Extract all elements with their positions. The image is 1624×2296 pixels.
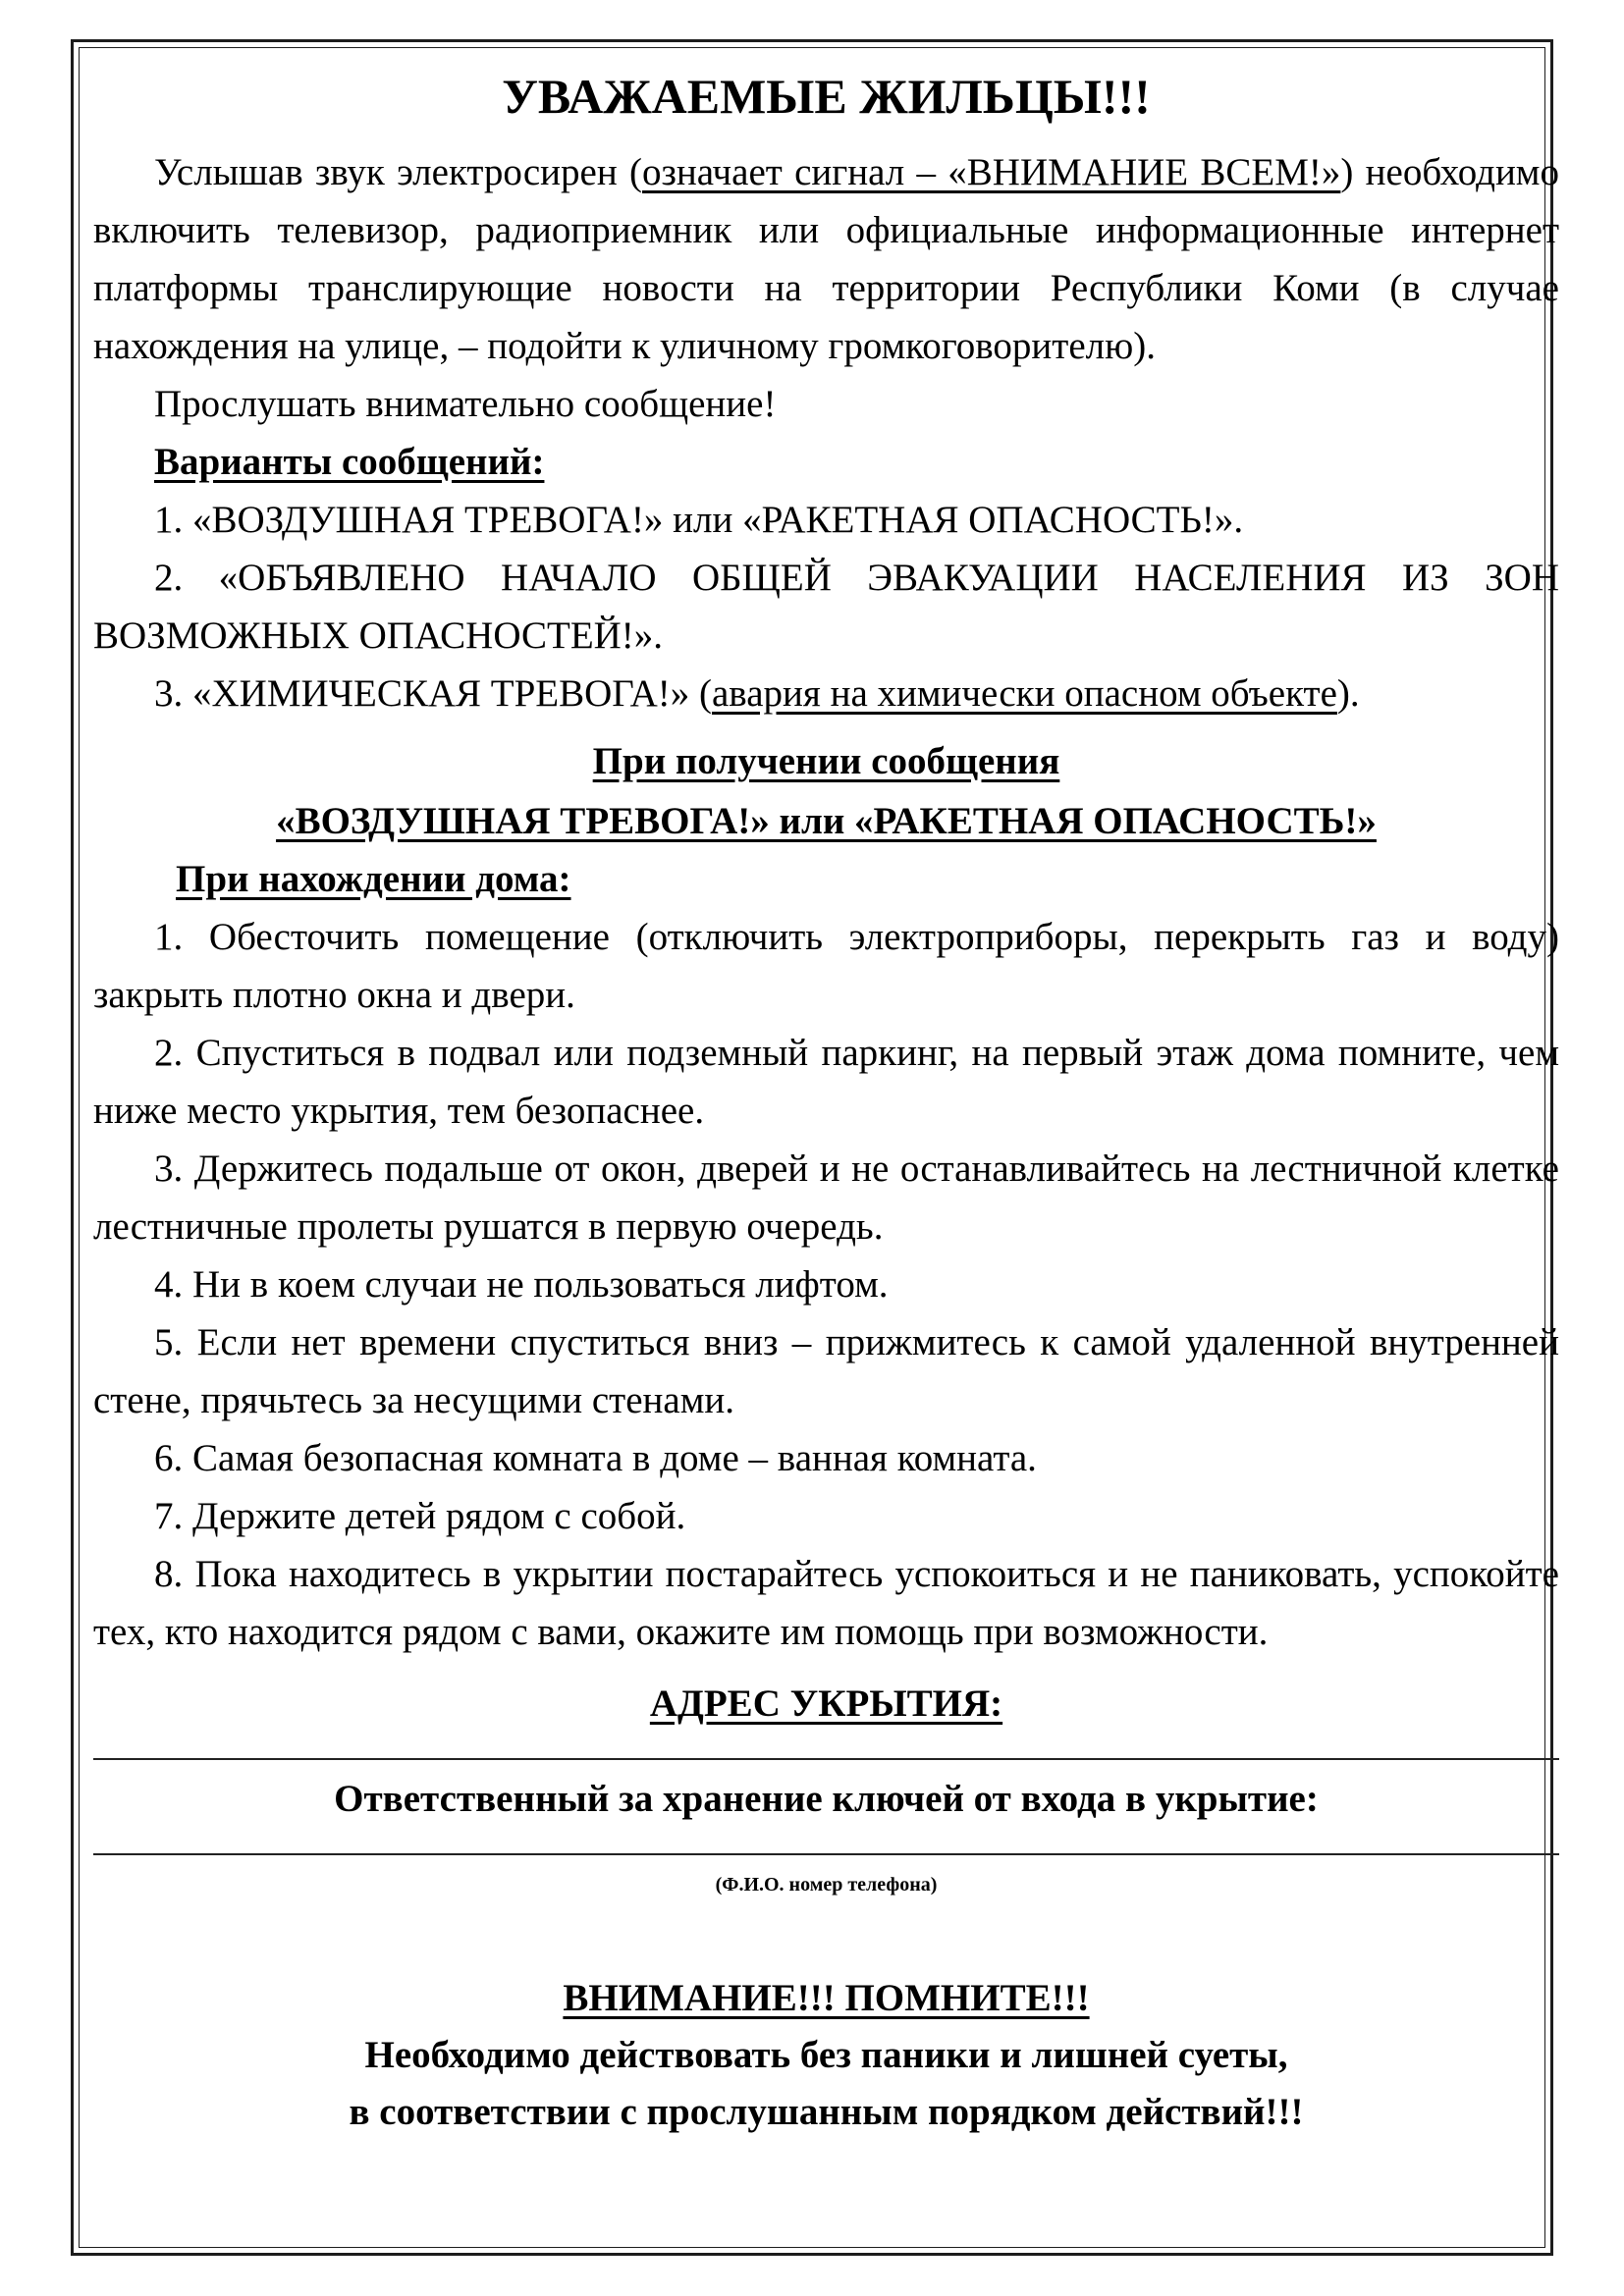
variant-3 — [93, 665, 1559, 722]
variant-3-part2: ). — [1336, 672, 1360, 715]
notice-content — [93, 59, 1559, 2141]
intro-part2: ) необходимо включить телевизор, радиоприемник или официальные информационные интернет платформы транслирующие новости на территории Республики Коми (в случае нахождения на улице, – подойти к уличному громкоговорителю). — [93, 151, 1559, 367]
address-title: АДРЕС УКРЫТИЯ: — [649, 1682, 1003, 1725]
warning-line-2: в соответствии с прослушанным порядком действий!!! — [349, 2091, 1304, 2133]
variant-3-note: авария на химически опасном объекте — [712, 672, 1337, 715]
responsible-blank-line — [93, 1828, 1559, 1855]
intro-signal: означает сигнал – «ВНИМАНИЕ ВСЕМ!» — [642, 151, 1341, 193]
variant-1: 1. «ВОЗДУШНАЯ ТРЕВОГА!» или «РАКЕТНАЯ ОПАСНОСТЬ!». — [154, 499, 1244, 541]
variants-heading: Варианты сообщений: — [154, 441, 545, 483]
warning-title: ВНИМАНИЕ!!! ПОМНИТЕ!!! — [563, 1977, 1090, 2019]
warning-line-1: Необходимо действовать без паники и лишней суеты, — [364, 2034, 1288, 2076]
step-4: 4. Ни в коем случаи не пользоваться лифтом. — [154, 1263, 889, 1306]
step-8: 8. Пока находитесь в укрытии постарайтесь успокоиться и не паниковать, успокойте тех, кто находится рядом с вами, окажите им помощь при возможности. — [93, 1553, 1559, 1653]
step-1: 1. Обесточить помещение (отключить электроприборы, перекрыть газ и воду) закрыть плотно окна и двери. — [93, 916, 1559, 1016]
step-5: 5. Если нет времени спуститься вниз – прижмитесь к самой удаленной внутренней стене, прячьтесь за несущими стенами. — [93, 1321, 1559, 1421]
at-home-line — [93, 850, 1559, 908]
step-2: 2. Спуститься в подвал или подземный паркинг, на первый этаж дома помните, чем ниже место укрытия, тем безопаснее. — [93, 1032, 1559, 1132]
at-home-heading: При нахождении дома: — [176, 858, 571, 900]
step-6: 6. Самая безопасная комната в доме – ванная комната. — [154, 1437, 1037, 1479]
listen-instruction: Прослушать внимательно сообщение! — [154, 383, 777, 425]
intro-paragraph — [93, 143, 1559, 375]
intro-part1: Услышав звук электросирен ( — [154, 151, 642, 193]
on-receive-heading: При получении сообщения — [592, 740, 1060, 782]
responsible-label: Ответственный за хранение ключей от входа в укрытие: — [334, 1778, 1319, 1820]
fio-hint: (Ф.И.О. номер телефона) — [715, 1874, 938, 1896]
notice-title: УВАЖАЕМЫЕ ЖИЛЬЦЫ!!! — [502, 69, 1151, 124]
alarm-heading: «ВОЗДУШНАЯ ТРЕВОГА!» или «РАКЕТНАЯ ОПАСНОСТЬ!» — [276, 800, 1377, 842]
step-7: 7. Держите детей рядом с собой. — [154, 1495, 686, 1537]
variant-3-part1: 3. «ХИМИЧЕСКАЯ ТРЕВОГА!» ( — [154, 672, 712, 715]
address-blank-line — [93, 1733, 1559, 1760]
step-3: 3. Держитесь подальше от окон, дверей и не останавливайтесь на лестничной клетке лестничные пролеты рушатся в первую очередь. — [93, 1148, 1559, 1248]
variant-2: 2. «ОБЪЯВЛЕНО НАЧАЛО ОБЩЕЙ ЭВАКУАЦИИ НАСЕЛЕНИЯ ИЗ ЗОН ВОЗМОЖНЫХ ОПАСНОСТЕЙ!». — [93, 557, 1559, 657]
variants-heading-line — [93, 433, 1559, 491]
